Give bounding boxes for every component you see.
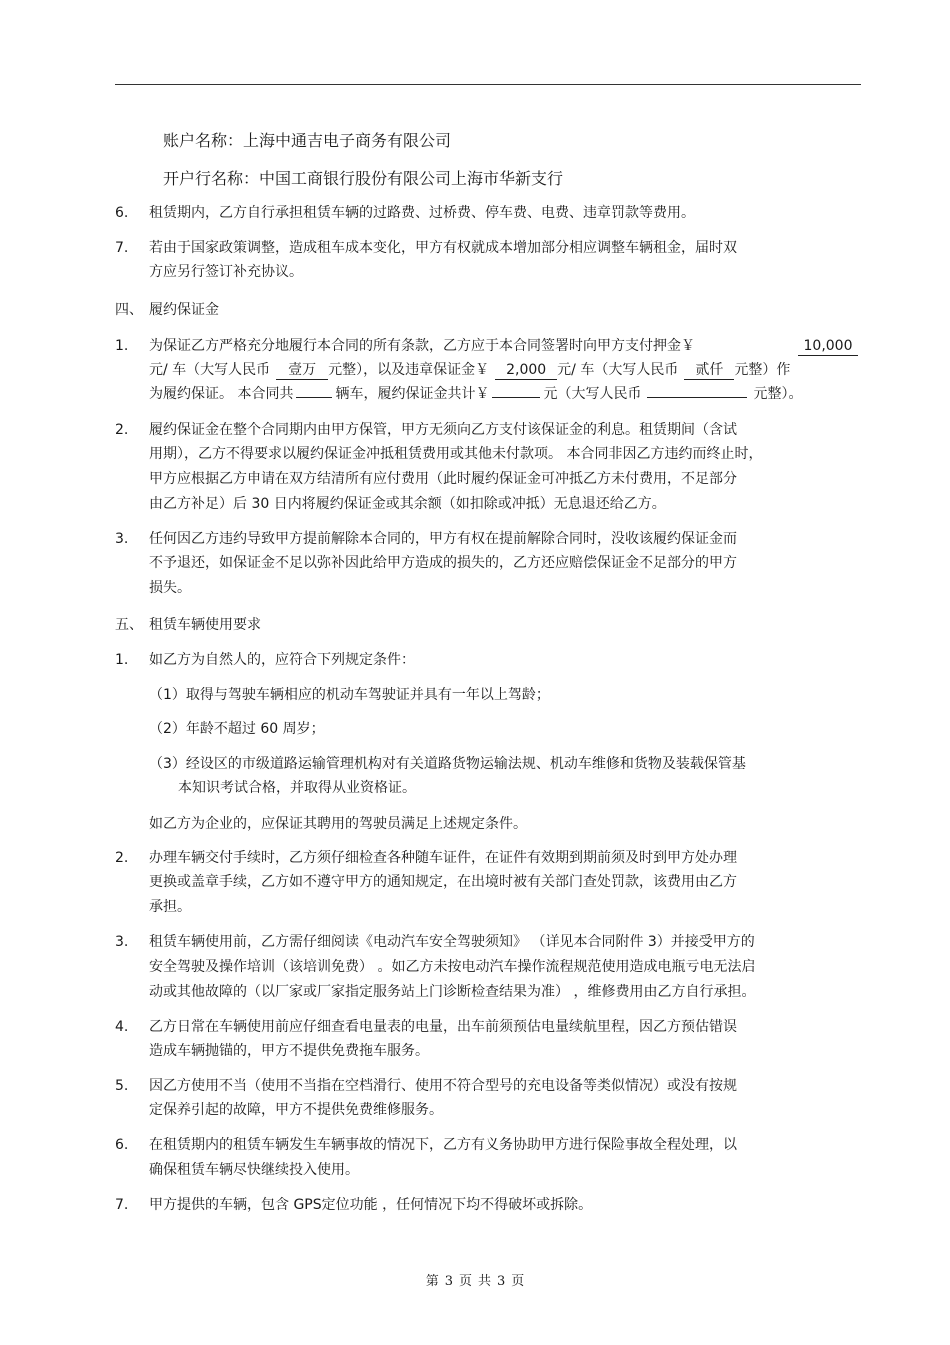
item-number: 4. bbox=[115, 1019, 129, 1035]
clause-text: 乙方日常在车辆使用前应仔细查看电量表的电量，出车前须预估电量续航里程，因乙方预估错误 bbox=[149, 1019, 737, 1035]
violation-deposit-amount: 2,000 bbox=[495, 361, 557, 380]
clause-text: 在租赁期内的租赁车辆发生车辆事故的情况下，乙方有义务协助甲方进行保险事故全程处理，以 bbox=[149, 1137, 737, 1153]
clause-text: 任何因乙方违约导致甲方提前解除本合同的，甲方有权在提前解除合同时，没收该履约保证金而 bbox=[149, 531, 737, 547]
bank-name-line bbox=[163, 169, 563, 189]
section-title: 履约保证金 bbox=[149, 302, 219, 318]
deposit-amount-field bbox=[798, 336, 858, 356]
account-name-value: 上海中通吉电子商务有限公司 bbox=[243, 131, 452, 150]
clause-text: 安全驾驶及操作培训（该培训免费） 。如乙方未按电动汽车操作流程规范使用造成电瓶亏电无法启 bbox=[149, 959, 756, 975]
condition-3: （3）经设区的市级道路运输管理机构对有关道路货物运输法规、机动车维修和货物及装载保管基 bbox=[149, 756, 746, 772]
page-footer bbox=[0, 1270, 950, 1289]
clause-text: 办理车辆交付手续时，乙方须仔细检查各种随车证件，在证件有效期到期前须及时到甲方处办理 bbox=[149, 850, 737, 866]
item-number: 3. bbox=[115, 934, 129, 950]
item-number: 7. bbox=[115, 240, 129, 256]
clause-text: 为保证乙方严格充分地履行本合同的所有条款，乙方应于本合同签署时向甲方支付押金￥ bbox=[149, 338, 695, 354]
clause-text: 动或其他故障的（以厂家或厂家指定服务站上门诊断检查结果为准） ，维修费用由乙方自行承担。 bbox=[149, 984, 756, 1000]
enterprise-note: 如乙方为企业的，应保证其聘用的驾驶员满足上述规定条件。 bbox=[149, 816, 527, 832]
clause-text: 元/ 车（大写人民币 bbox=[557, 362, 679, 378]
clause-text: 方应另行签订补充协议。 bbox=[149, 264, 303, 280]
deposit-clause-line3 bbox=[149, 384, 802, 404]
section-title: 租赁车辆使用要求 bbox=[149, 617, 261, 633]
violation-amount-uppercase: 贰仟 bbox=[684, 361, 734, 380]
clause-text: 用期），乙方不得要求以履约保证金冲抵租赁费用或其他未付款项。 本合同非因乙方违约而终止时， bbox=[149, 446, 763, 462]
item-number: 5. bbox=[115, 1078, 129, 1094]
total-pages: 3 bbox=[497, 1274, 506, 1289]
clause-text: 元整）作 bbox=[734, 362, 791, 378]
clause-text: 由乙方补足）后 30 日内将履约保证金或其余额（如扣除或冲抵）无息退还给乙方。 bbox=[149, 496, 666, 512]
clause-text: 甲方应根据乙方申请在双方结清所有应付费用（此时履约保证金可冲抵乙方未付费用，不足部分 bbox=[149, 471, 737, 487]
section-number: 五、 bbox=[115, 617, 143, 633]
clause-text: 损失。 bbox=[149, 580, 191, 596]
item-number: 1. bbox=[115, 652, 129, 668]
vehicle-count-blank bbox=[296, 397, 332, 398]
account-name-line bbox=[163, 131, 451, 151]
item-number: 3. bbox=[115, 531, 129, 547]
footer-text: 页 bbox=[458, 1274, 472, 1289]
account-name-label: 账户名称： bbox=[163, 131, 244, 150]
section-number: 四、 bbox=[115, 302, 143, 318]
condition-1: （1）取得与驾驶车辆相应的机动车驾驶证并具有一年以上驾龄； bbox=[149, 687, 550, 703]
clause-text: 元（大写人民币 bbox=[543, 386, 642, 402]
clause-text: 如乙方为自然人的，应符合下列规定条件： bbox=[149, 652, 415, 668]
current-page-number: 3 bbox=[444, 1274, 453, 1289]
clause-text: 因乙方使用不当（使用不当指在空档滑行、使用不符合型号的充电设备等类似情况）或没有按规 bbox=[149, 1078, 737, 1094]
clause-text: 造成车辆抛锚的，甲方不提供免费拖车服务。 bbox=[149, 1043, 429, 1059]
total-deposit-blank bbox=[492, 397, 540, 398]
clause-text: 为履约保证。 本合同共 bbox=[149, 386, 294, 402]
clause-text: 若由于国家政策调整，造成租车成本变化，甲方有权就成本增加部分相应调整车辆租金，届时双 bbox=[149, 240, 737, 256]
clause-text: 承担。 bbox=[149, 899, 191, 915]
clause-text: 不予退还，如保证金不足以弥补因此给甲方造成的损失的，乙方还应赔偿保证金不足部分的甲方 bbox=[149, 555, 737, 571]
footer-text: 第 bbox=[425, 1274, 439, 1289]
deposit-amount-uppercase: 壹万 bbox=[276, 361, 328, 380]
item-number: 6. bbox=[115, 205, 129, 221]
clause-text: 租赁车辆使用前，乙方需仔细阅读《电动汽车安全驾驶须知》 （详见本合同附件 3）并接受甲方的 bbox=[149, 934, 755, 950]
clause-text: 履约保证金在整个合同期内由甲方保管，甲方无须向乙方支付该保证金的利息。租赁期间（含试 bbox=[149, 422, 737, 438]
item-number: 7. bbox=[115, 1197, 129, 1213]
clause-text: 辆车，履约保证金共计￥ bbox=[335, 386, 490, 402]
bank-name-value: 中国工商银行股份有限公司上海市华新支行 bbox=[259, 169, 564, 188]
deposit-amount: 10,000 bbox=[798, 337, 858, 356]
footer-text: 页 bbox=[511, 1274, 525, 1289]
deposit-clause-line1 bbox=[149, 336, 695, 356]
header-rule bbox=[115, 84, 861, 85]
clause-text: 元整）。 bbox=[753, 386, 803, 402]
clause-text: 元/ 车（大写人民币 bbox=[149, 362, 271, 378]
clause-text: 租赁期内，乙方自行承担租赁车辆的过路费、过桥费、停车费、电费、违章罚款等费用。 bbox=[149, 205, 695, 221]
clause-text: 更换或盖章手续，乙方如不遵守甲方的通知规定，在出境时被有关部门查处罚款，该费用由乙方 bbox=[149, 874, 737, 890]
item-number: 2. bbox=[115, 850, 129, 866]
condition-2: （2）年龄不超过 60 周岁； bbox=[149, 721, 325, 737]
condition-3-cont: 本知识考试合格，并取得从业资格证。 bbox=[178, 780, 416, 796]
item-number: 6. bbox=[115, 1137, 129, 1153]
deposit-clause-line2 bbox=[149, 360, 790, 380]
footer-text: 共 bbox=[478, 1274, 492, 1289]
total-deposit-uppercase-blank bbox=[647, 397, 747, 398]
clause-text: 甲方提供的车辆，包含 GPS定位功能 ，任何情况下均不得破坏或拆除。 bbox=[149, 1197, 593, 1213]
item-number: 1. bbox=[115, 338, 129, 354]
clause-text: 定保养引起的故障，甲方不提供免费维修服务。 bbox=[149, 1102, 443, 1118]
clause-text: 确保租赁车辆尽快继续投入使用。 bbox=[149, 1162, 359, 1178]
clause-text: 元整），以及违章保证金￥ bbox=[328, 362, 490, 378]
bank-name-label: 开户行名称： bbox=[163, 169, 260, 188]
item-number: 2. bbox=[115, 422, 129, 438]
